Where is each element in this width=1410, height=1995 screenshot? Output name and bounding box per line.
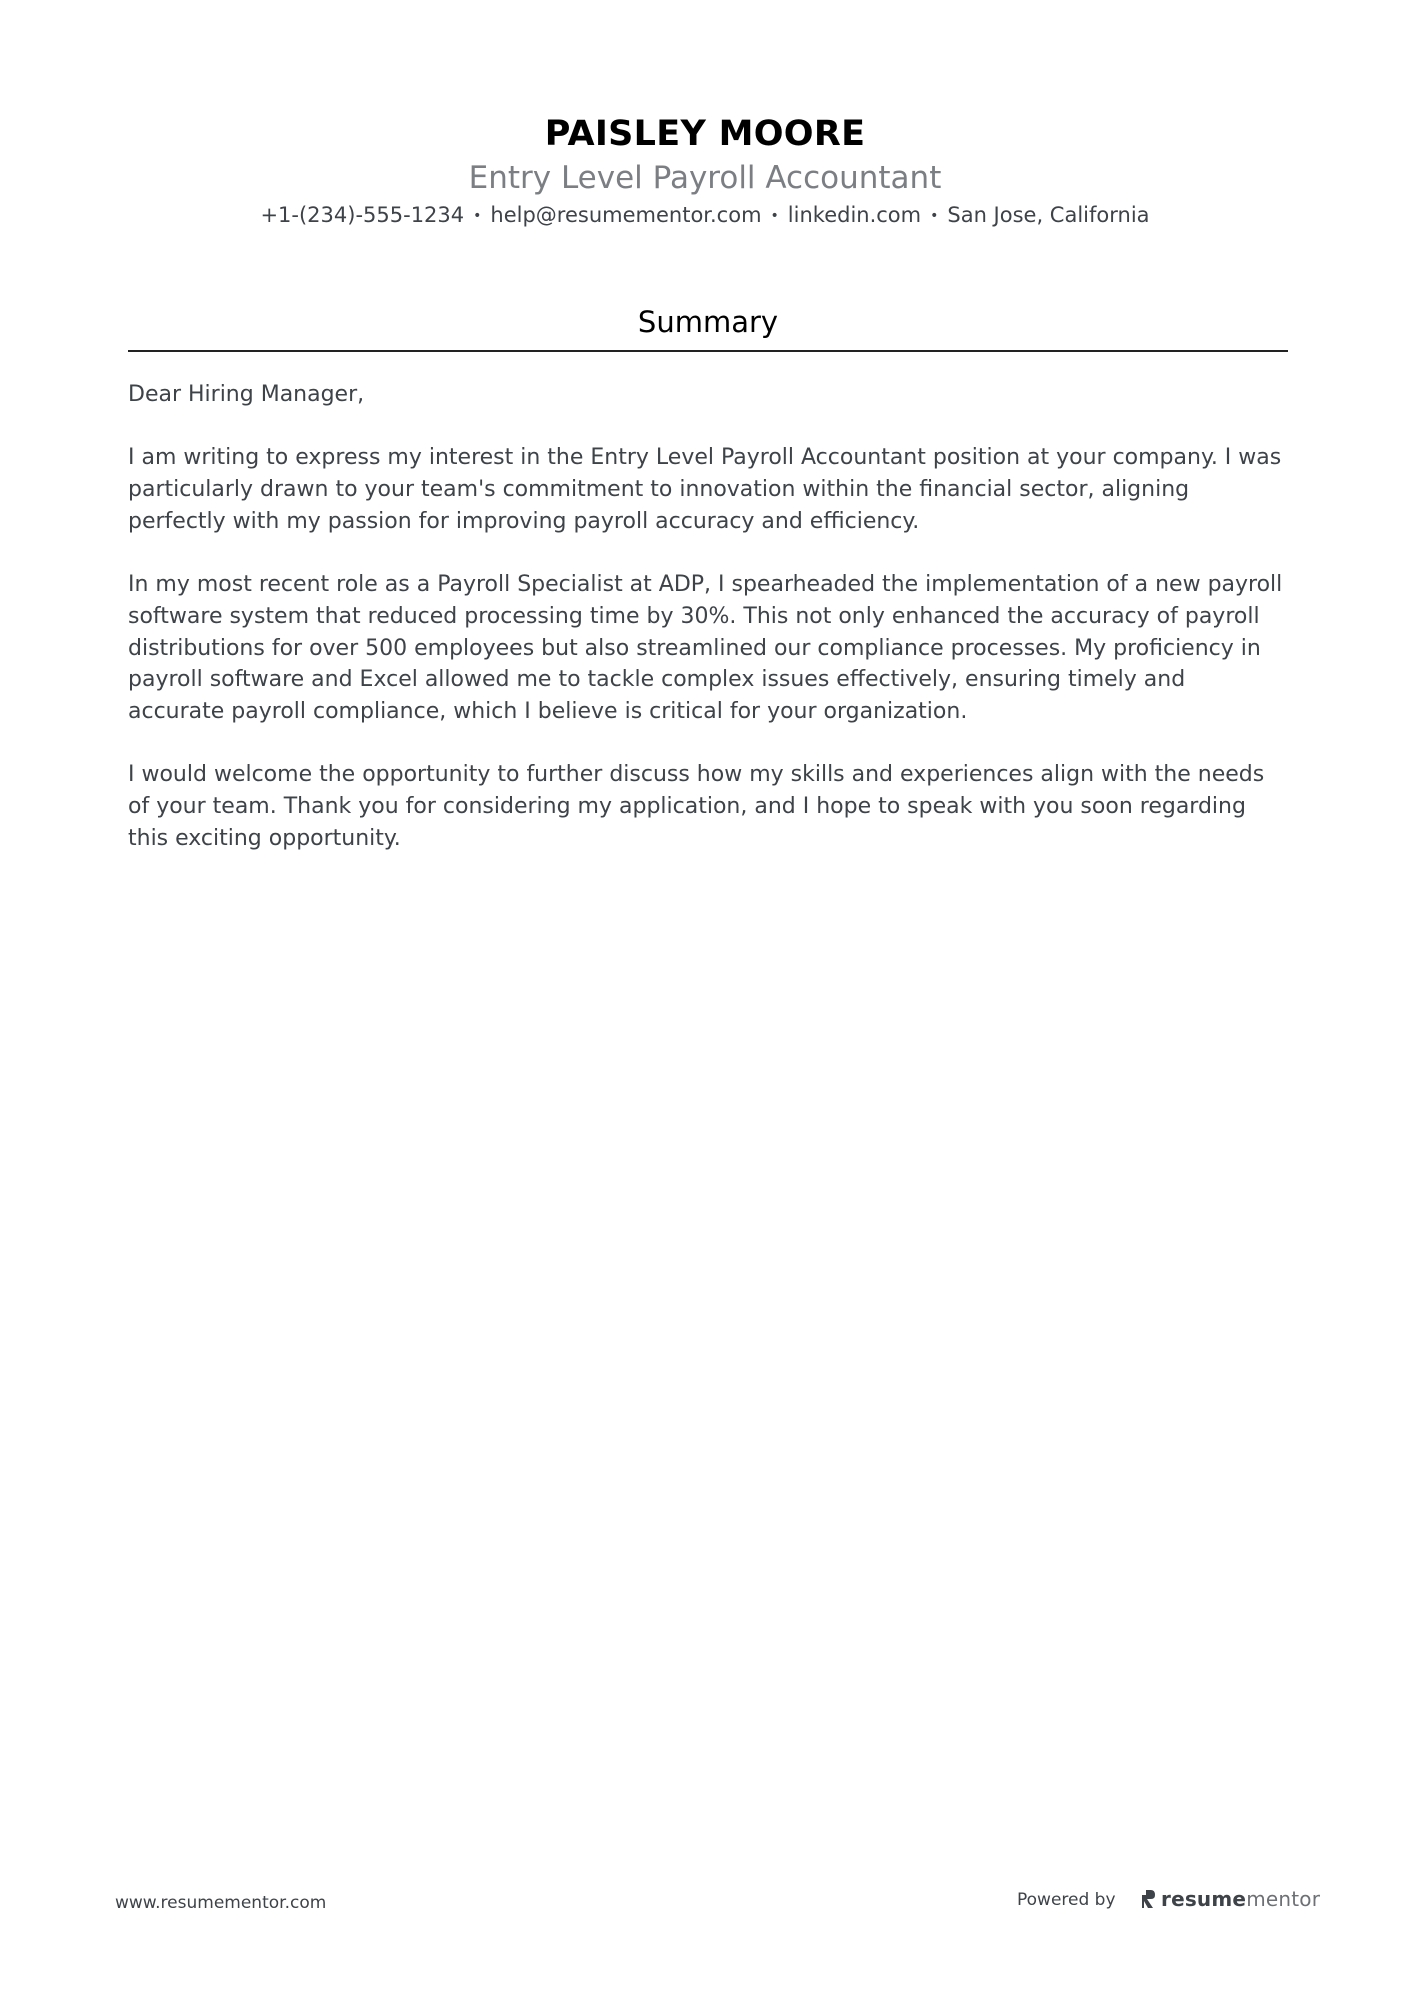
resumementor-logo-icon xyxy=(1140,1888,1157,1910)
section-divider xyxy=(128,350,1288,352)
candidate-name: PAISLEY MOORE xyxy=(544,114,866,154)
contact-separator: • xyxy=(930,208,939,224)
letter-paragraph-experience: In my most recent role as a Payroll Specialist at ADP, I spearheaded the implementation of a new payroll software system that reduced processing time by 30%. This not only enhanced the accuracy of payroll distributions for over 500 employees but also streamlined our compliance processes. My proficiency in payroll software and Excel allowed me to tackle complex issues effectively, ensuring timely and accurate payroll compliance, which I believe is critical for your organization. xyxy=(128,572,1283,724)
powered-by-label: Powered by xyxy=(1017,1890,1116,1910)
brand-wordmark xyxy=(1161,1887,1320,1911)
contact-email[interactable]: help@resumementor.com xyxy=(490,203,762,227)
brand-logo[interactable] xyxy=(1140,1885,1320,1913)
contact-separator: • xyxy=(473,208,482,224)
brand-wordmark-light: mentor xyxy=(1246,1887,1321,1911)
contact-linkedin[interactable]: linkedin.com xyxy=(787,203,922,227)
brand-wordmark-bold: resume xyxy=(1161,1887,1247,1911)
contact-location: San Jose, California xyxy=(947,203,1150,227)
contact-line xyxy=(0,200,1410,231)
resume-header xyxy=(0,112,1410,231)
job-title: Entry Level Payroll Accountant xyxy=(468,160,942,196)
letter-paragraph-closing: I would welcome the opportunity to further discuss how my skills and experiences align with the needs of your team. Thank you for considering my application, and I hope to speak with you soon regarding this exciting opportunity. xyxy=(128,762,1265,851)
letter-paragraph-intro: I am writing to express my interest in the Entry Level Payroll Accountant position at your company. I was particularly drawn to your team's commitment to innovation within the financial sector, aligning perfectly with my passion for improving payroll accuracy and efficiency. xyxy=(128,445,1282,534)
cover-letter-body xyxy=(128,379,1288,886)
contact-phone: +1-(234)-555-1234 xyxy=(260,203,465,227)
footer-website-link[interactable]: www.resumementor.com xyxy=(115,1893,327,1913)
letter-salutation: Dear Hiring Manager, xyxy=(128,382,365,407)
section-title-summary: Summary xyxy=(637,305,779,339)
contact-separator: • xyxy=(770,208,779,224)
